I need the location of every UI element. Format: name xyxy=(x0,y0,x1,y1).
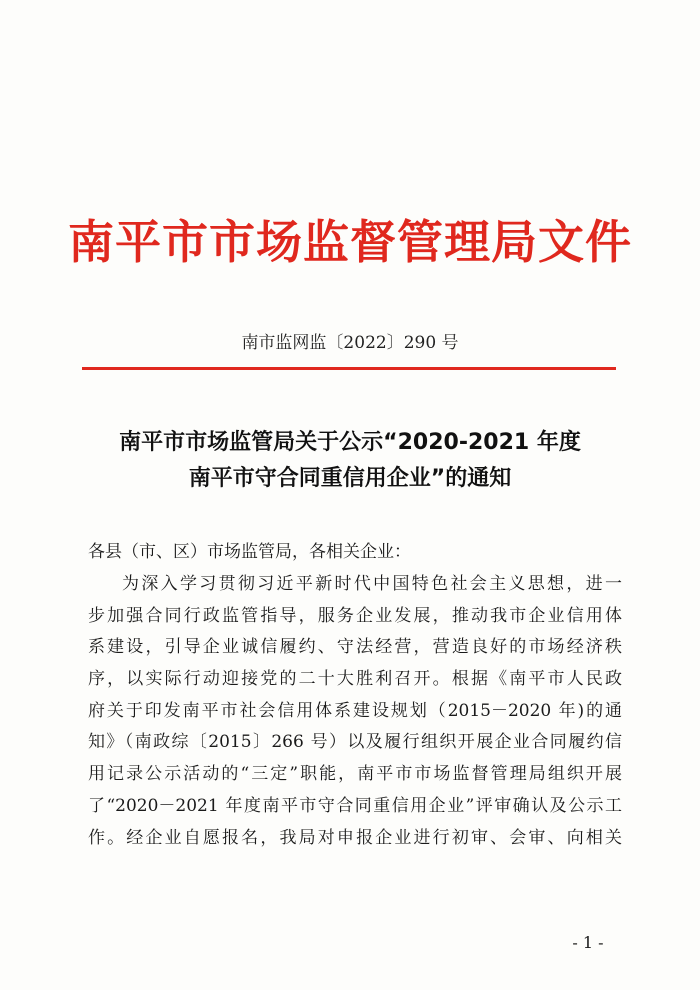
body-line: 了“2020－2021 年度南平市守合同重信用企业”评审确认及公示工 xyxy=(88,795,622,816)
notice-title xyxy=(0,425,700,497)
issuing-authority-title: 南平市市场监督管理局文件 xyxy=(68,215,632,269)
body-line: 知》（南政综〔2015〕266 号）以及履行组织开展企业合同履约信 xyxy=(88,732,622,753)
body-paragraph xyxy=(88,569,622,854)
notice-title-line-2: 南平市守合同重信用企业”的通知 xyxy=(188,466,512,491)
body-line: 用记录公示活动的“三定”职能，南平市市场监督管理局组织开展 xyxy=(88,764,622,785)
body-line: 步加强合同行政监管指导，服务企业发展，推动我市企业信用体 xyxy=(88,605,622,626)
body-line: 府关于印发南平市社会信用体系建设规划（2015－2020 年)的通 xyxy=(88,700,622,721)
notice-title-line-1: 南平市市场监管局关于公示“2020-2021 年度 xyxy=(119,430,581,455)
document-number: 南市监网监〔2022〕290 号 xyxy=(241,333,459,353)
body-line: 为深入学习贯彻习近平新时代中国特色社会主义思想，进一 xyxy=(122,574,622,594)
red-divider-line xyxy=(82,367,616,370)
body-line: 序，以实际行动迎接党的二十大胜利召开。根据《南平市人民政 xyxy=(88,669,622,690)
salutation: 各县（市、区）市场监管局，各相关企业： xyxy=(88,542,411,562)
body-line: 系建设，引导企业诚信履约、守法经营，营造良好的市场经济秩 xyxy=(88,637,622,658)
page-number: - 1 - xyxy=(572,933,604,952)
body-line: 作。经企业自愿报名，我局对申报企业进行初审、会审、向相关 xyxy=(88,827,622,848)
